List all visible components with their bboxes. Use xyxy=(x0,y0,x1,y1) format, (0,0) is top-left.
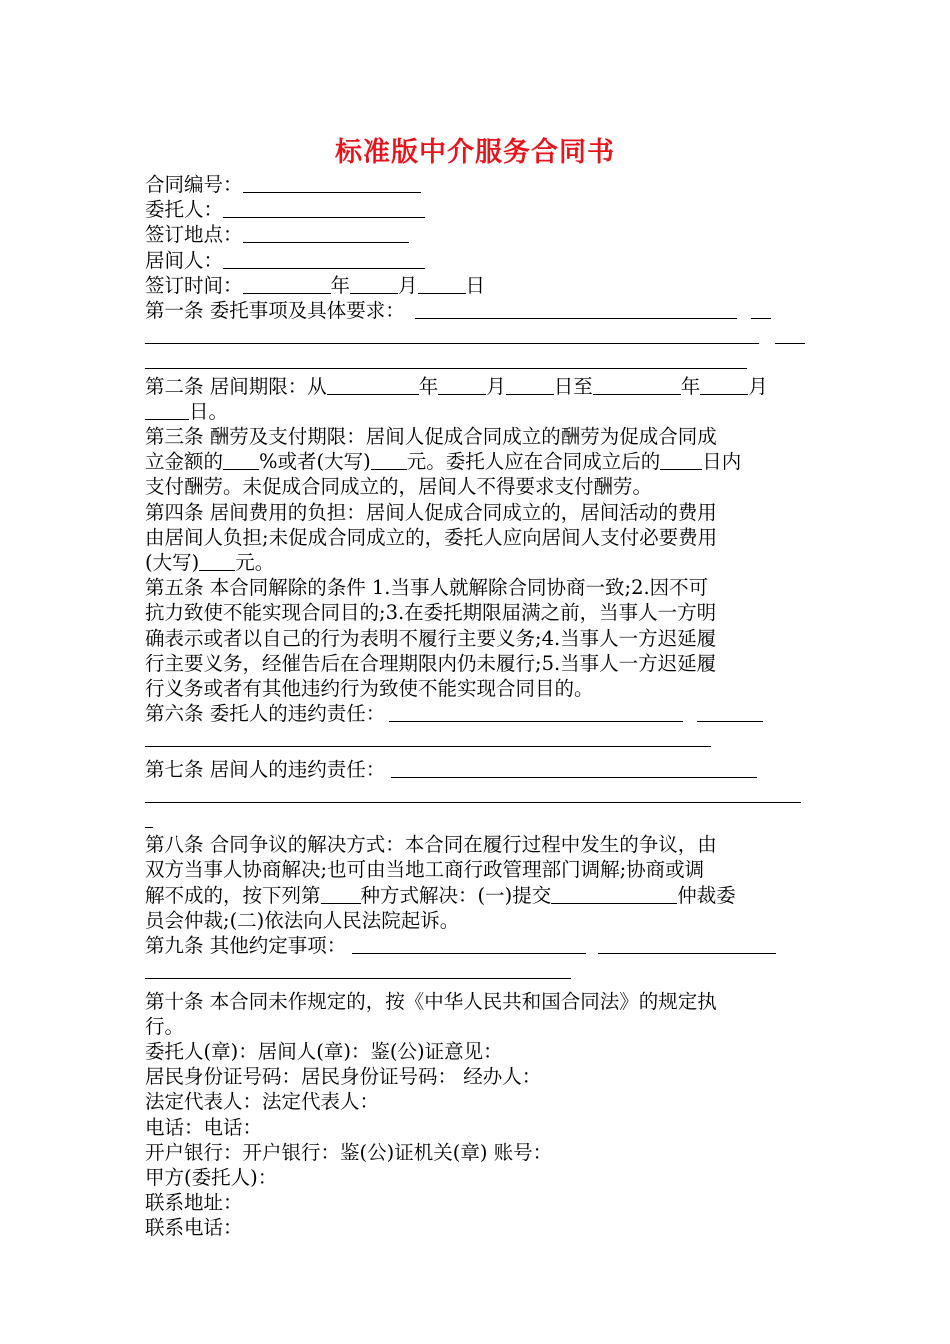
article4-line-3 xyxy=(145,550,807,575)
article3-text-3: 元。委托人应在合同成立后的 xyxy=(406,450,661,474)
article9-blank-3 xyxy=(145,960,571,979)
article10-line-1: 第十条 本合同未作规定的，按《中华人民共和国合同法》的规定执 xyxy=(145,989,717,1013)
end-day-blank xyxy=(145,401,189,420)
article6-blank xyxy=(389,703,683,722)
article10-line-2: 行。 xyxy=(145,1014,185,1038)
end-year-label: 年 xyxy=(680,374,701,398)
broker-label: 居间人： xyxy=(145,248,224,272)
article9-blank-2 xyxy=(598,935,776,954)
client-blank xyxy=(223,199,425,218)
article7-blank-2 xyxy=(145,784,801,803)
article7-blank xyxy=(391,759,757,778)
start-year-blank xyxy=(327,376,419,395)
signature-line-7: 联系地址： xyxy=(145,1191,243,1215)
amount-blank xyxy=(371,451,407,470)
article4-text-2: 元。 xyxy=(235,551,275,575)
days-blank xyxy=(660,451,702,470)
document-body xyxy=(145,172,807,1241)
signature-line-3: 法定代表人：法定代表人： xyxy=(145,1090,380,1114)
article3-line-2 xyxy=(145,449,807,474)
contract-number-label: 合同编号： xyxy=(145,173,243,196)
article1-blank-2 xyxy=(751,300,771,319)
sign-time-label: 签订时间： xyxy=(145,273,243,297)
article8-line-2: 双方当事人协商解决;也可由当地工商行政管理部门调解;协商或调 xyxy=(145,858,705,882)
article8-text-2: 种方式解决：(一)提交 xyxy=(360,883,552,907)
article8-line-1: 第八条 合同争议的解决方式：本合同在履行过程中发生的争议，由 xyxy=(145,833,717,857)
day-label: 日 xyxy=(465,273,486,297)
start-year-label: 年 xyxy=(418,374,439,398)
article9-blank xyxy=(352,935,586,954)
article2-label: 第二条 居间期限：从 xyxy=(145,374,327,398)
month-blank xyxy=(350,275,398,294)
signature-line-5: 开户银行：开户银行：鉴(公)证机关(章) 账号： xyxy=(145,1140,553,1164)
article5-line-1: 第五条 本合同解除的条件 1.当事人就解除合同协商一致;2.因不可 xyxy=(145,576,709,600)
document-title: 标准版中介服务合同书 xyxy=(335,137,615,168)
article1-blank-5 xyxy=(145,350,747,369)
fee-blank xyxy=(199,552,235,571)
signature-line-6: 甲方(委托人)： xyxy=(145,1165,278,1189)
month-label: 月 xyxy=(398,273,418,297)
article7-blank-line xyxy=(145,782,807,807)
start-month-label: 月 xyxy=(486,374,506,398)
article5-line-2: 抗力致使不能实现合同目的;3.在委托期限届满之前，当事人一方明 xyxy=(145,601,717,625)
method-blank xyxy=(321,885,361,904)
article6-line xyxy=(145,701,807,726)
sign-time-line xyxy=(145,273,807,298)
article3-text-1: 立金额的 xyxy=(145,450,224,474)
article9-label: 第九条 其他约定事项： xyxy=(145,934,347,958)
signature-line-8: 联系电话： xyxy=(145,1216,243,1240)
contract-number-blank xyxy=(243,174,421,193)
broker-blank xyxy=(223,250,425,269)
article5-line-4: 行主要义务，经催告后在合理期限内仍未履行;5.当事人一方迟延履 xyxy=(145,651,717,675)
article9-line xyxy=(145,933,807,958)
article1-line xyxy=(145,298,807,323)
start-day-blank xyxy=(506,376,554,395)
article8-line-4: 员会仲裁;(二)依法向人民法院起诉。 xyxy=(145,908,460,932)
signature-line-2: 居民身份证号码：居民身份证号码： 经办人： xyxy=(145,1065,542,1089)
article8-line-3 xyxy=(145,883,807,908)
arbitration-blank xyxy=(551,885,677,904)
article5-line-3: 确表示或者以自己的行为表明不履行主要义务;4.当事人一方迟延履 xyxy=(145,626,717,650)
signature-line-1: 委托人(章)：居间人(章)：鉴(公)证意见： xyxy=(145,1039,503,1063)
article1-blank xyxy=(415,300,737,319)
client-line xyxy=(145,197,807,222)
article3-line-1: 第三条 酬劳及支付期限：居间人促成合同成立的酬劳为促成合同成 xyxy=(145,425,717,449)
article1-label: 第一条 委托事项及具体要求： xyxy=(145,299,405,323)
article8-text-1: 解不成的，按下列第 xyxy=(145,883,321,907)
contract-number-line xyxy=(145,172,807,197)
day-blank xyxy=(418,275,466,294)
article3-line-3: 支付酬劳。未促成合同成立的，居间人不得要求支付酬劳。 xyxy=(145,475,653,499)
article4-line-1: 第四条 居间费用的负担：居间人促成合同成立的，居间活动的费用 xyxy=(145,500,717,524)
year-label: 年 xyxy=(330,273,351,297)
article7-label: 第七条 居间人的违约责任： xyxy=(145,757,386,781)
article1-blank-4 xyxy=(775,325,805,344)
article4-line-2: 由居间人负担;未促成合同成立的，委托人应向居间人支付必要费用 xyxy=(145,525,718,549)
sign-place-line xyxy=(145,222,807,247)
article6-label: 第六条 委托人的违约责任： xyxy=(145,702,386,726)
end-month-blank xyxy=(700,376,748,395)
article6-blank-line xyxy=(145,726,807,751)
article7-blank-line-2 xyxy=(145,807,807,832)
article2-line-2 xyxy=(145,399,807,424)
client-label: 委托人： xyxy=(145,198,224,222)
year-blank xyxy=(243,275,331,294)
article3-text-2: %或者(大写) xyxy=(259,450,371,474)
article6-blank-3 xyxy=(145,728,711,747)
article4-text-1: (大写) xyxy=(145,551,200,575)
article1-blank-3 xyxy=(145,325,759,344)
article8-text-3: 仲裁委 xyxy=(677,883,736,907)
article2-line xyxy=(145,374,807,399)
end-day-label: 日。 xyxy=(189,399,229,423)
article9-blank-line xyxy=(145,958,807,983)
start-day-label: 日至 xyxy=(553,374,593,398)
sign-place-label: 签订地点： xyxy=(145,223,243,247)
start-month-blank xyxy=(438,376,486,395)
sign-place-blank xyxy=(243,224,409,243)
article1-blank-line-2 xyxy=(145,348,807,373)
signature-line-4: 电话：电话： xyxy=(145,1115,263,1139)
article3-text-4: 日内 xyxy=(702,450,742,474)
end-month-label: 月 xyxy=(748,374,768,398)
article5-line-5: 行义务或者有其他违约行为致使不能实现合同目的。 xyxy=(145,677,594,701)
broker-line xyxy=(145,248,807,273)
article1-blank-line xyxy=(145,323,807,348)
article7-blank-3 xyxy=(145,809,153,828)
end-year-blank xyxy=(593,376,681,395)
percent-blank xyxy=(223,451,259,470)
article7-line xyxy=(145,757,807,782)
article6-blank-2 xyxy=(697,703,763,722)
